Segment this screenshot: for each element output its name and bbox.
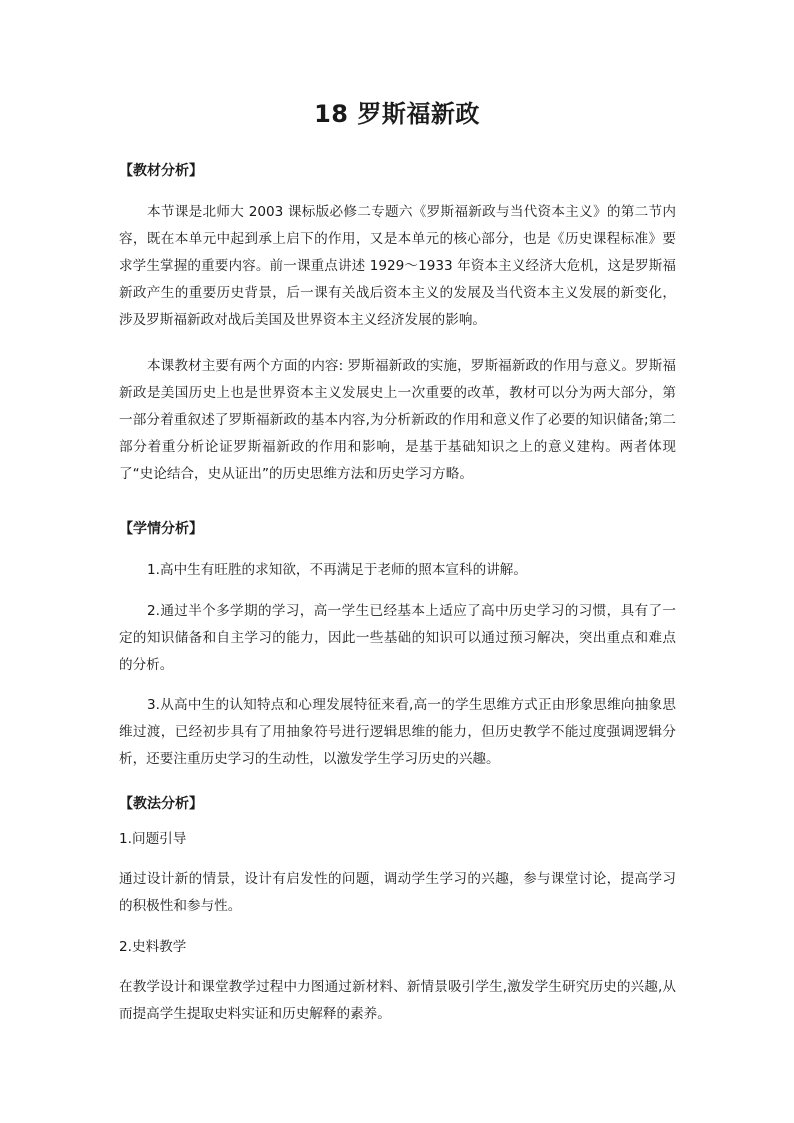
- learner-point-1: 1.高中生有旺胜的求知欲，不再满足于老师的照本宣科的讲解。: [147, 562, 527, 578]
- method-item-1-title: 1.问题引导: [119, 831, 187, 847]
- method-item-2-title: 2.史料教学: [119, 939, 187, 955]
- heading-learner-analysis: 【学情分析】: [119, 521, 203, 537]
- page-title: 18 罗斯福新政: [314, 100, 480, 128]
- heading-method-analysis: 【教法分析】: [119, 796, 203, 812]
- heading-textbook-analysis: 【教材分析】: [119, 163, 203, 179]
- method-item-1-text: 通过设计新的情景，设计有启发性的问题，调动学生学习的兴趣，参与课堂讨论，提高学习的积极性和参与性。: [119, 871, 676, 914]
- learner-point-3: 3.从高中生的认知特点和心理发展特征来看,高一的学生思维方式正由形象思维向抽象思维过渡，已经初步具有了用抽象符号进行逻辑思维的能力，但历史教学不能过度强调逻辑分析，还要注重历史学习的生动性，以激发学生学习历史的兴趣。: [119, 697, 676, 767]
- textbook-paragraph-2: 本课教材主要有两个方面的内容: 罗斯福新政的实施，罗斯福新政的作用与意义。罗斯福新政是美国历史上也是世界资本主义发展史上一次重要的改革，教材可以分为两大部分，第一部分着重叙述了罗斯福新政的基本内容,为分析新政的作用和意义作了必要的知识储备;第二部分着重分析论证罗斯福新政的作用和影响，是基于基础知识之上的意义建构。两者体现了“史论结合，史从证出”的历史思维方法和历史学习方略。: [119, 358, 676, 482]
- learner-point-2: 2.通过半个多学期的学习，高一学生已经基本上适应了高中历史学习的习惯，具有了一定的知识储备和自主学习的能力，因此一些基础的知识可以通过预习解决，突出重点和难点的分析。: [119, 603, 676, 673]
- method-item-2-text: 在教学设计和课堂教学过程中力图通过新材料、新情景吸引学生,激发学生研究历史的兴趣,从而提高学生提取史料实证和历史解释的素养。: [119, 979, 676, 1022]
- textbook-paragraph-1: 本节课是北师大 2003 课标版必修二专题六《罗斯福新政与当代资本主义》的第二节内容，既在本单元中起到承上启下的作用，又是本单元的核心部分，也是《历史课程标准》要求学生掌握的重要内容。前一课重点讲述 1929～1933 年资本主义经济大危机，这是罗斯福新政产生的重要历史背景，后一课有关战后资本主义的发展及当代资本主义发展的新变化，涉及罗斯福新政对战后美国及世界资本主义经济发展的影响。: [119, 204, 676, 328]
